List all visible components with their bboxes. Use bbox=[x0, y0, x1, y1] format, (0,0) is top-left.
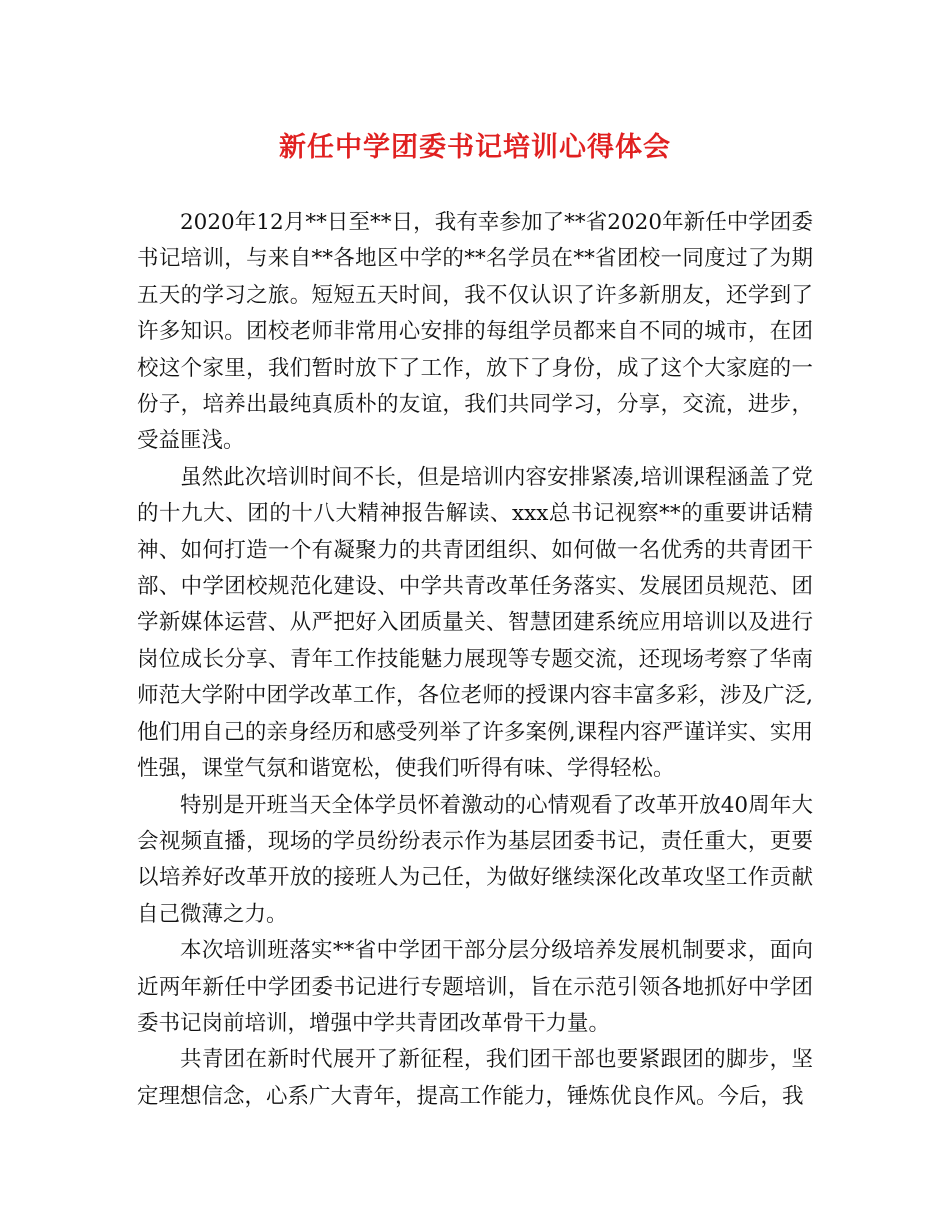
paragraph-2: 虽然此次培训时间不长，但是培训内容安排紧凑,培训课程涵盖了党的十九大、团的十八大精神报告解读、xxx总书记视察**的重要讲话精神、如何打造一个有凝聚力的共青团组织、如何做一名优秀的共青团干部、中学团校规范化建设、中学共青改革任务落实、发展团员规范、团学新媒体运营、从严把好入团质量关、智慧团建系统应用培训以及进行岗位成长分享、青年工作技能魅力展现等专题交流，还现场考察了华南师范大学附中团学改革工作，各位老师的授课内容丰富多彩，涉及广泛,他们用自己的亲身经历和感受列举了许多案例,课程内容严谨详实、实用性强，课堂气氛和谐宽松，使我们听得有味、学得轻松。 bbox=[137, 464, 813, 782]
document-body bbox=[137, 205, 813, 1115]
paragraph-5: 共青团在新时代展开了新征程，我们团干部也要紧跟团的脚步，坚定理想信念，心系广大青年，提高工作能力，锤炼优良作风。今后，我 bbox=[137, 1047, 813, 1109]
paragraph-1: 2020年12月**日至**日，我有幸参加了**省2020年新任中学团委书记培训，与来自**各地区中学的**名学员在**省团校一同度过了为期五天的学习之旅。短短五天时间，我不仅认识了许多新朋友，还学到了许多知识。团校老师非常用心安排的每组学员都来自不同的城市，在团校这个家里，我们暂时放下了工作，放下了身份，成了这个大家庭的一份子，培养出最纯真质朴的友谊，我们共同学习，分享，交流，进步，受益匪浅。 bbox=[137, 210, 813, 454]
paragraph-4: 本次培训班落实**省中学团干部分层分级培养发展机制要求，面向近两年新任中学团委书记进行专题培训，旨在示范引领各地抓好中学团委书记岗前培训，增强中学共青团改革骨干力量。 bbox=[137, 938, 813, 1036]
page-title: 新任中学团委书记培训心得体会 bbox=[279, 132, 671, 163]
paragraph-3: 特别是开班当天全体学员怀着激动的心情观看了改革开放40周年大会视频直播，现场的学员纷纷表示作为基层团委书记，责任重大，更要以培养好改革开放的接班人为己任，为做好继续深化改革攻坚工作贡献自己微薄之力。 bbox=[137, 792, 813, 927]
